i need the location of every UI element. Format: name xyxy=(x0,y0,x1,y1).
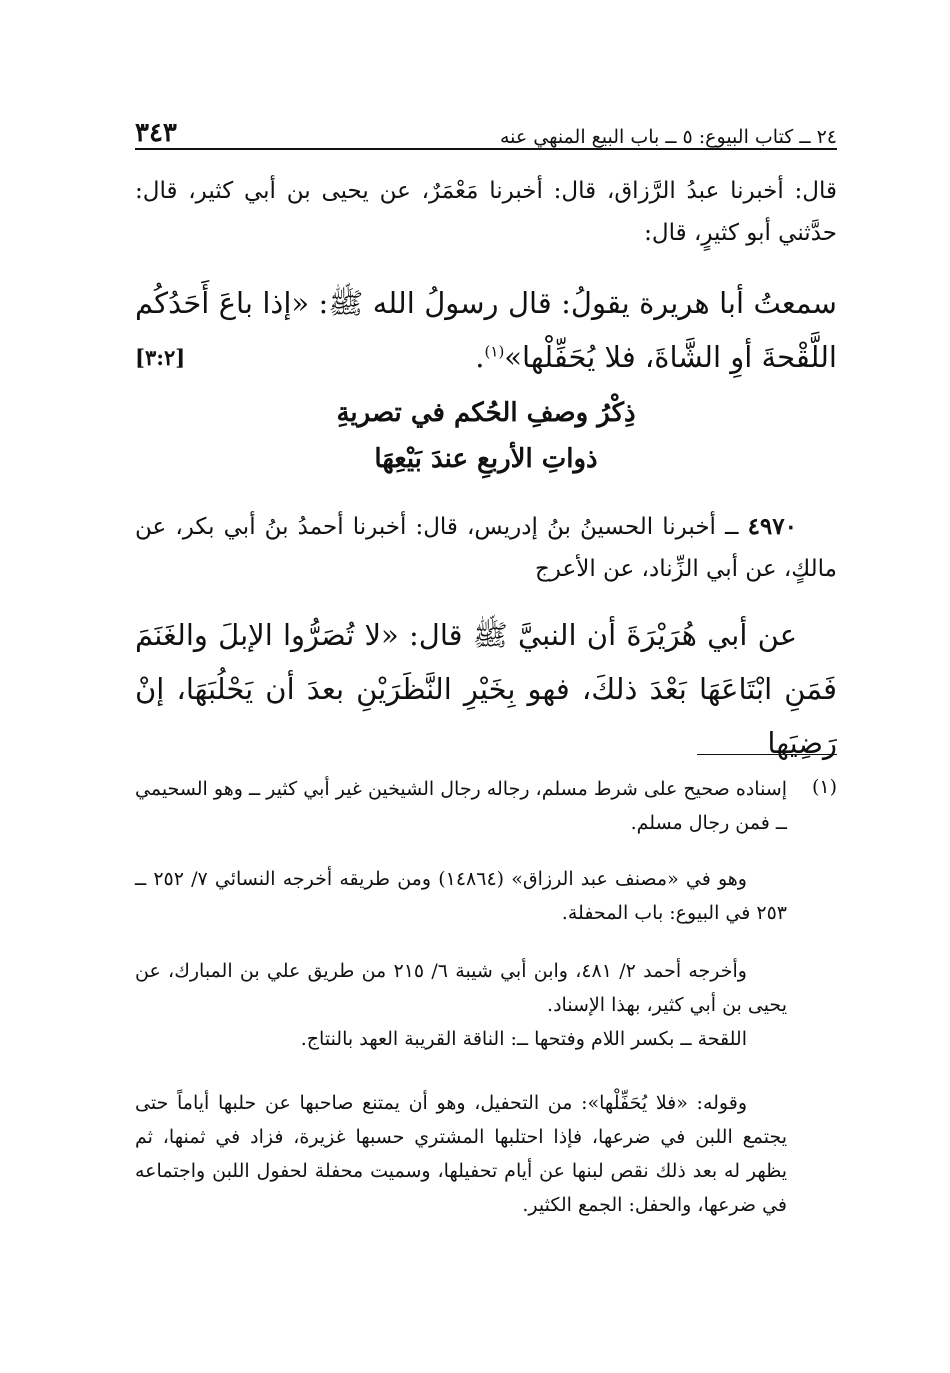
hadith-4970-matn: عن أبي هُرَيْرَةَ أن النبيَّ ﷺ قال: «لا تُصَرُّوا الإبلَ والغَنَمَ فَمَنِ ابْتَاعَهَا بَعْدَ ذلكَ، فهو بِخَيْرِ النَّظَرَيْنِ بعدَ أن يَحْلُبَهَا، إنْ رَضِيَها xyxy=(135,618,837,760)
footnote-marker: (١) xyxy=(811,776,837,798)
running-head: ٢٤ ــ كتاب البيوع: ٥ ــ باب البيع المنهي عنه xyxy=(499,126,837,148)
footnote-paragraph-4: اللقحة ــ بكسر اللام وفتحها ــ: الناقة القريبة العهد بالنتاج. xyxy=(300,1028,747,1050)
footnote-paragraph-2: وهو في «مصنف عبد الرزاق» (١٤٨٦٤) ومن طريقه أخرجه النسائي ٧/ ٢٥٢ ــ ٢٥٣ في البيوع: باب المحفلة. xyxy=(135,868,787,924)
footnote-block-4 xyxy=(135,1022,787,1056)
hadith-prev-matn xyxy=(135,276,837,384)
cross-reference: [٣:٢] xyxy=(135,345,186,370)
footnote-block-3 xyxy=(135,954,787,1022)
footnote-separator xyxy=(697,754,837,755)
footnote-paragraph-5: وقوله: «فلا يُحَفِّلْها»: من التحفيل، وهو أن يمتنع صاحبها عن حلبها أياماً حتى يجتمع اللبن في ضرعها، فإذا احتلبها المشتري حسبها غزيرة، فزاد في ثمنها، ثم يظهر له بعد ذلك نقص لبنها عن أيام تحفيلها، وسميت محفلة لحفول اللبن واجتماعه في ضرعها، والحفل: الجمع الكثير. xyxy=(135,1092,787,1216)
footnote-block-1 xyxy=(135,772,787,840)
footnote-block-5 xyxy=(135,1086,787,1222)
page-header xyxy=(135,98,837,148)
hadith-prev-matn-block xyxy=(135,276,837,384)
header-rule xyxy=(135,148,837,150)
hadith-4970-isnad-block xyxy=(135,506,837,590)
chapter-heading-line1: ذِكْرُ وصفِ الحُكم في تصريةِ xyxy=(336,398,636,428)
hadith-4970-isnad xyxy=(135,506,837,590)
hadith-prev-matn-end: . xyxy=(475,340,485,374)
hadith-4970-matn-block xyxy=(135,608,837,770)
hadith-number: ٤٩٧٠ xyxy=(747,513,797,540)
hadith-4970-isnad-text: ــ أخبرنا الحسينُ بنُ إدريس، قال: أخبرنا أحمدُ بنُ أبي بكر، عن مالكٍ، عن أبي الزِّناد، عن الأعرج xyxy=(135,514,837,582)
footnote-ref: (١) xyxy=(484,342,505,361)
hadith-prev-matn-text: سمعتُ أبا هريرة يقولُ: قال رسولُ الله ﷺ: «إذا باعَ أَحَدُكُم اللَّقْحةَ أوِ الشَّاةَ، فلا يُحَفِّلْها» xyxy=(135,286,837,374)
footnote-block-2 xyxy=(135,862,787,930)
chapter-heading-line2: ذواتِ الأربعِ عندَ بَيْعِهَا xyxy=(374,444,598,474)
footnote-paragraph-3: وأخرجه أحمد ٢/ ٤٨١، وابن أبي شيبة ٦/ ٢١٥ من طريق علي بن المبارك، عن يحيى بن أبي كثير، بهذا الإسناد. xyxy=(135,960,787,1016)
footnote-paragraph-1: إسناده صحيح على شرط مسلم، رجاله رجال الشيخين غير أبي كثير ــ وهو السحيمي ــ فمن رجال مسلم. xyxy=(135,778,787,834)
hadith-prev-isnad: قال: أخبرنا عبدُ الرَّزاق، قال: أخبرنا مَعْمَرٌ، عن يحيى بن أبي كثير، قال: حدَّثني أبو كثيرٍ، قال: xyxy=(135,178,837,246)
page-number: ٣٤٣ xyxy=(135,118,177,148)
hadith-prev-isnad-block xyxy=(135,170,837,254)
